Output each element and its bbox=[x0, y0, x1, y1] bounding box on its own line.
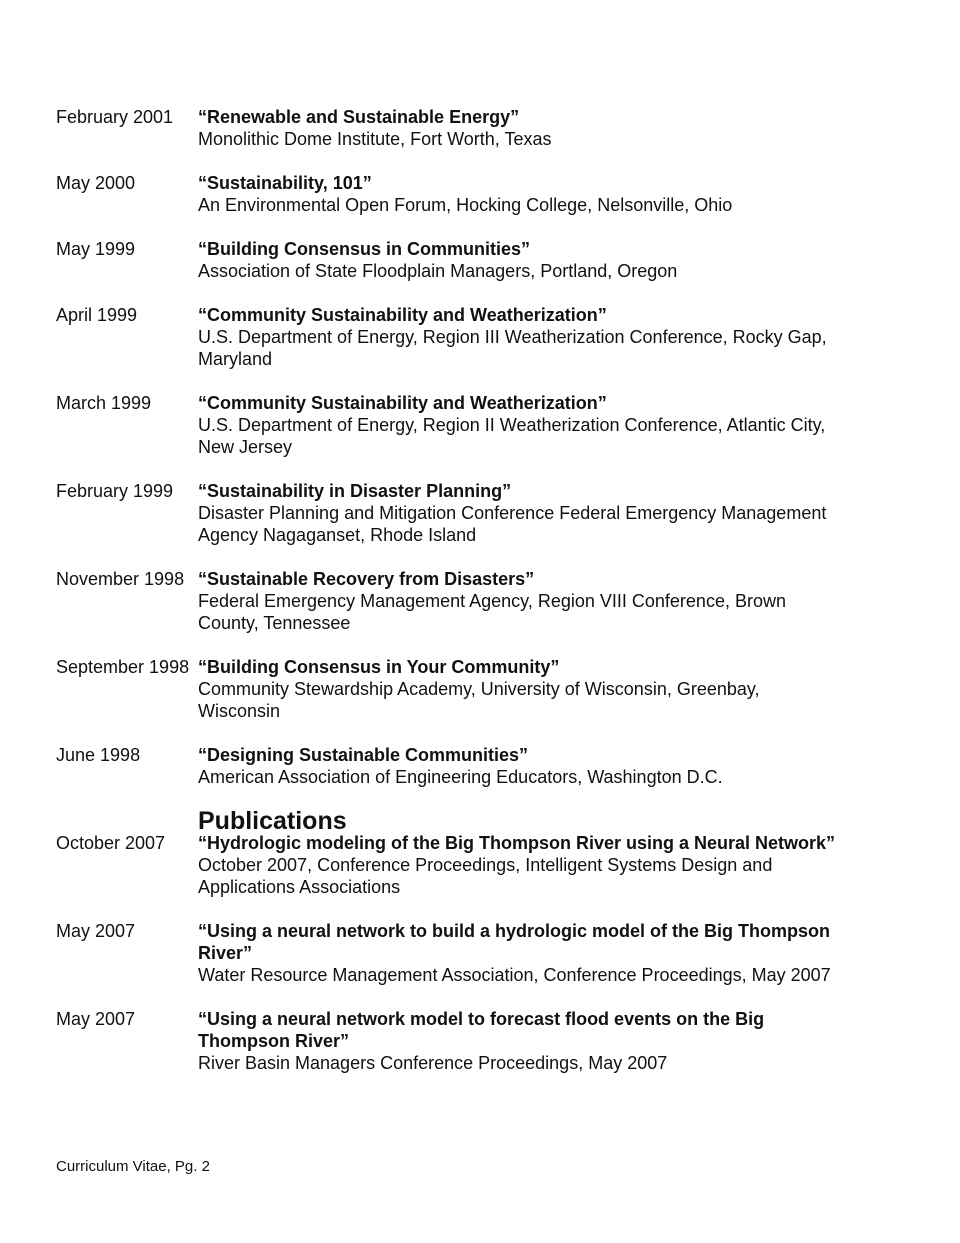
page-footer: Curriculum Vitae, Pg. 2 bbox=[56, 1158, 210, 1175]
entry-title: “Building Consensus in Your Community” bbox=[198, 657, 560, 677]
entry-venue: U.S. Department of Energy, Region III Weatherization Conference, Rocky Gap, Maryland bbox=[198, 327, 827, 369]
entry-body bbox=[198, 480, 836, 546]
entry-date: September 1998 bbox=[56, 657, 190, 677]
entry-venue: October 2007, Conference Proceedings, Intelligent Systems Design and Applications Associations bbox=[198, 855, 773, 897]
entry-venue: Monolithic Dome Institute, Fort Worth, Texas bbox=[198, 129, 552, 149]
entry-title: “Renewable and Sustainable Energy” bbox=[198, 107, 520, 127]
entry-body bbox=[198, 106, 836, 150]
entry-title: “Sustainability in Disaster Planning” bbox=[198, 481, 512, 501]
presentation-entry bbox=[56, 656, 836, 722]
publication-entry bbox=[56, 920, 836, 986]
entry-body bbox=[198, 920, 836, 986]
presentation-entry bbox=[56, 106, 836, 150]
entry-date: May 1999 bbox=[56, 239, 136, 259]
entry-venue: An Environmental Open Forum, Hocking College, Nelsonville, Ohio bbox=[198, 195, 733, 215]
entry-date: March 1999 bbox=[56, 393, 152, 413]
entry-date: May 2007 bbox=[56, 1009, 136, 1029]
entry-title: “Sustainable Recovery from Disasters” bbox=[198, 569, 535, 589]
entry-date: October 2007 bbox=[56, 833, 166, 853]
entry-date: November 1998 bbox=[56, 569, 185, 589]
presentation-entry bbox=[56, 744, 836, 788]
publication-entry bbox=[56, 832, 836, 898]
entry-body bbox=[198, 172, 836, 216]
entry-body bbox=[198, 304, 836, 370]
entry-venue: U.S. Department of Energy, Region II Weatherization Conference, Atlantic City, New Jersey bbox=[198, 415, 826, 457]
entry-title: “Sustainability, 101” bbox=[198, 173, 372, 193]
entry-venue: Disaster Planning and Mitigation Conference Federal Emergency Management Agency Nagaganset, Rhode Island bbox=[198, 503, 827, 545]
entry-body bbox=[198, 656, 836, 722]
entry-venue: Association of State Floodplain Managers, Portland, Oregon bbox=[198, 261, 678, 281]
entry-date: April 1999 bbox=[56, 305, 138, 325]
presentation-entry bbox=[56, 172, 836, 216]
presentations-list bbox=[56, 106, 836, 788]
entry-venue: Water Resource Management Association, Conference Proceedings, May 2007 bbox=[198, 965, 831, 985]
entry-venue: Community Stewardship Academy, University of Wisconsin, Greenbay, Wisconsin bbox=[198, 679, 760, 721]
entry-title: “Community Sustainability and Weatherization” bbox=[198, 305, 607, 325]
entry-date: May 2007 bbox=[56, 921, 136, 941]
entry-date: February 1999 bbox=[56, 481, 174, 501]
publications-list bbox=[56, 832, 836, 1074]
entry-title: “Using a neural network model to forecast flood events on the Big Thompson River” bbox=[198, 1009, 765, 1051]
entry-venue: American Association of Engineering Educators, Washington D.C. bbox=[198, 767, 723, 787]
presentation-entry bbox=[56, 304, 836, 370]
entry-body bbox=[198, 238, 836, 282]
presentation-entry bbox=[56, 480, 836, 546]
entry-body bbox=[198, 568, 836, 634]
entry-title: “Designing Sustainable Communities” bbox=[198, 745, 529, 765]
publication-entry bbox=[56, 1008, 836, 1074]
entry-date: June 1998 bbox=[56, 745, 141, 765]
publications-heading: Publications bbox=[198, 807, 347, 835]
entry-venue: Federal Emergency Management Agency, Region VIII Conference, Brown County, Tennessee bbox=[198, 591, 786, 633]
entry-venue: River Basin Managers Conference Proceedings, May 2007 bbox=[198, 1053, 668, 1073]
entry-body bbox=[198, 744, 836, 788]
entry-body bbox=[198, 1008, 836, 1074]
presentation-entry bbox=[56, 238, 836, 282]
entry-title: “Hydrologic modeling of the Big Thompson River using a Neural Network” bbox=[198, 833, 836, 853]
entry-body bbox=[198, 832, 836, 898]
cv-content bbox=[56, 106, 836, 1096]
presentation-entry bbox=[56, 568, 836, 634]
entry-date: February 2001 bbox=[56, 107, 174, 127]
entry-title: “Using a neural network to build a hydrologic model of the Big Thompson River” bbox=[198, 921, 831, 963]
presentation-entry bbox=[56, 392, 836, 458]
entry-title: “Community Sustainability and Weatherization” bbox=[198, 393, 607, 413]
entry-date: May 2000 bbox=[56, 173, 136, 193]
entry-title: “Building Consensus in Communities” bbox=[198, 239, 531, 259]
entry-body bbox=[198, 392, 836, 458]
